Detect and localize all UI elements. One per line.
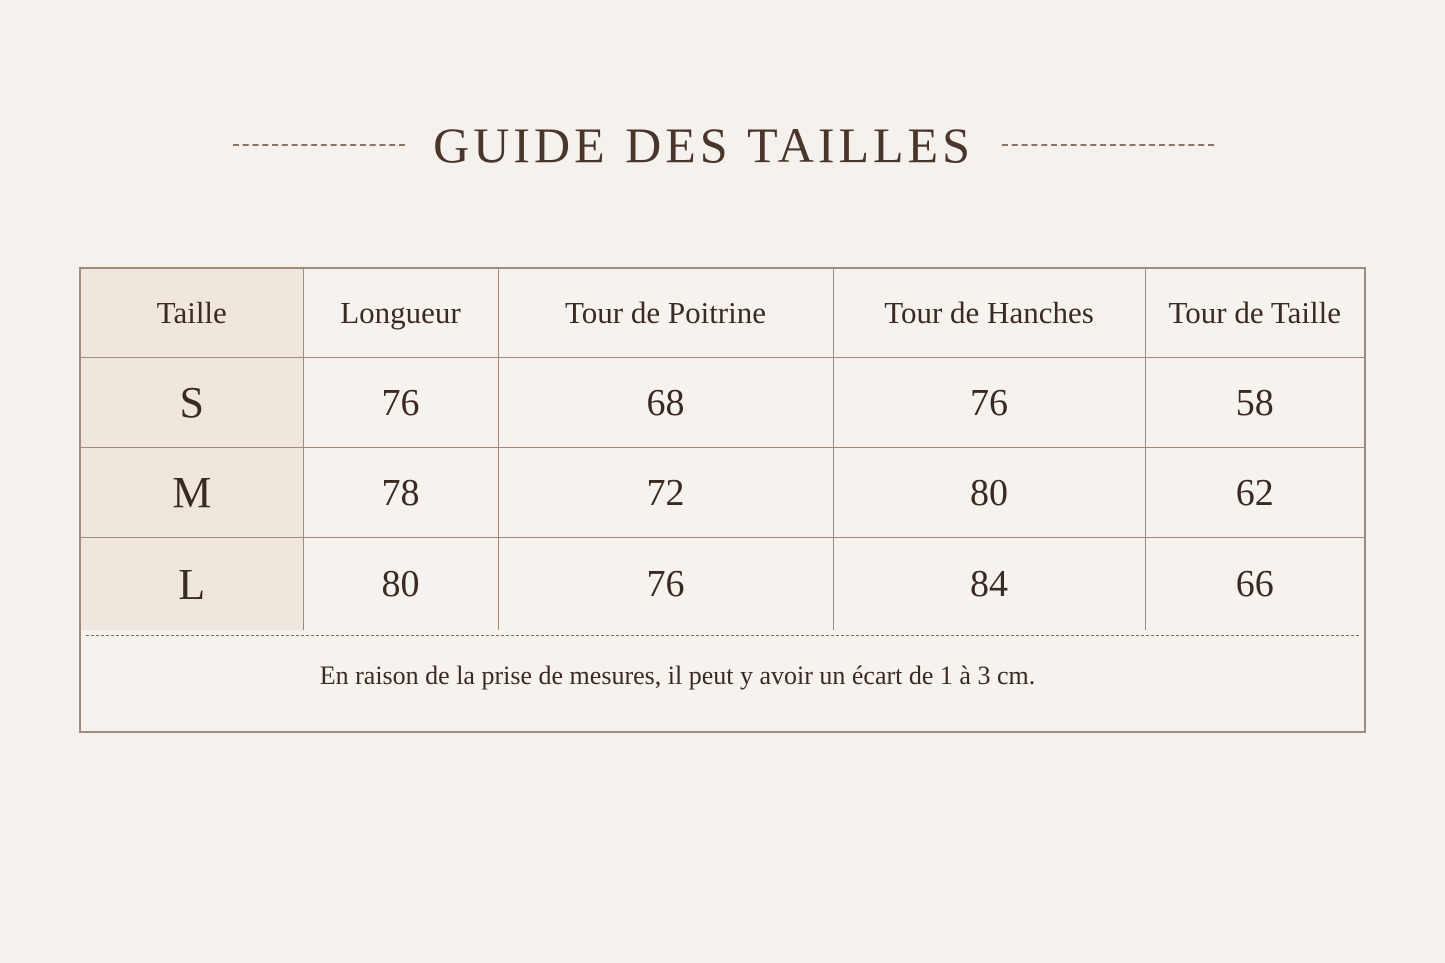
value-tour-de-hanches: 80 <box>833 448 1145 538</box>
table-row <box>81 448 1364 538</box>
size-label: S <box>81 358 303 448</box>
title-dash-left <box>233 144 405 146</box>
page-title: GUIDE DES TAILLES <box>433 117 974 173</box>
value-tour-de-taille: 66 <box>1235 563 1274 605</box>
value-tour-de-poitrine: 68 <box>498 358 833 448</box>
table-row <box>81 538 1364 631</box>
header-tour-de-taille: Tour de Taille <box>1145 269 1364 358</box>
value-longueur: 78 <box>303 448 498 538</box>
table-row <box>81 358 1364 448</box>
value-tour-de-poitrine: 76 <box>498 538 833 631</box>
size-label: M <box>81 448 303 538</box>
size-grid <box>81 269 1364 630</box>
value-tour-de-taille: 62 <box>1145 448 1364 538</box>
value-tour-de-taille: 58 <box>1145 358 1364 448</box>
note-divider <box>86 635 1359 636</box>
size-chart-table <box>79 267 1366 733</box>
measurement-note: En raison de la prise de mesures, il peut y avoir un écart de 1 à 3 cm. <box>319 661 1036 690</box>
title-row <box>0 115 1445 175</box>
title-dash-right <box>1002 144 1214 146</box>
size-label: L <box>81 538 303 631</box>
value-longueur: 80 <box>303 538 498 631</box>
value-tour-de-hanches: 84 <box>833 538 1145 631</box>
header-row <box>81 269 1364 358</box>
value-longueur: 76 <box>303 358 498 448</box>
value-tour-de-poitrine: 72 <box>498 448 833 538</box>
value-tour-de-hanches: 76 <box>833 358 1145 448</box>
header-tour-de-poitrine: Tour de Poitrine <box>498 269 833 358</box>
measurement-note-area <box>81 633 1364 731</box>
header-taille: Taille <box>81 269 303 358</box>
header-tour-de-hanches: Tour de Hanches <box>833 269 1145 358</box>
header-longueur: Longueur <box>303 269 498 358</box>
